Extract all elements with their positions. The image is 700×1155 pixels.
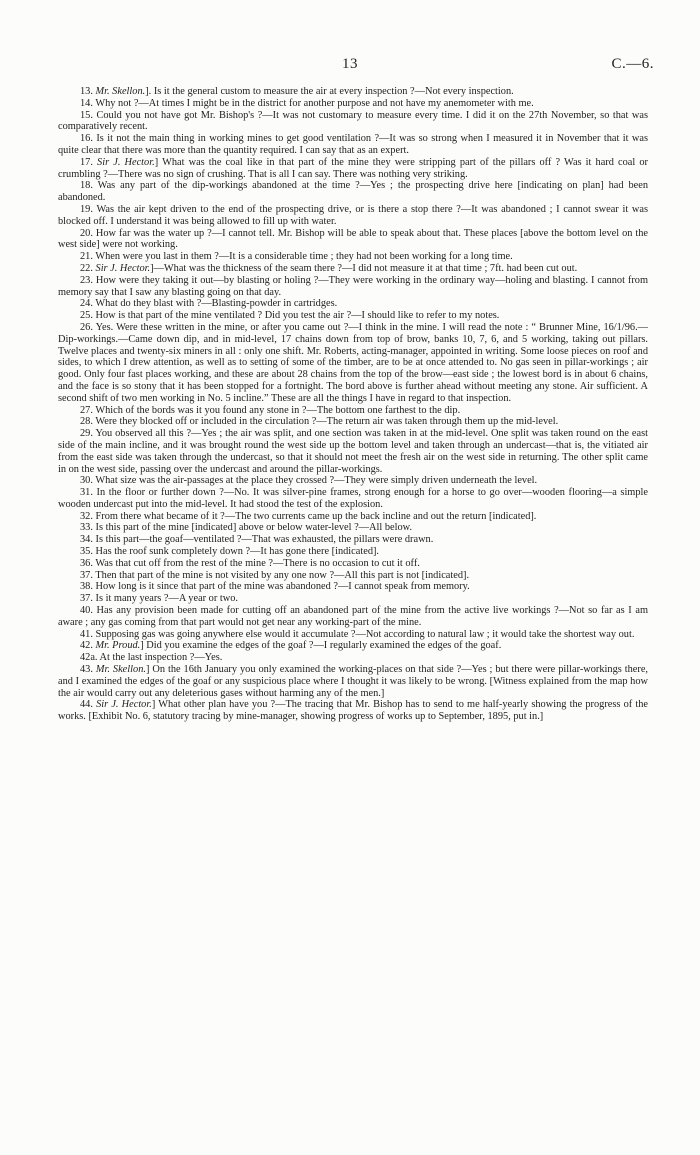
testimony-paragraph: 33. Is this part of the mine [indicated] above or below water-level ?—All below. <box>80 522 413 534</box>
page-number: 13 <box>342 56 358 72</box>
testimony-paragraph: 13. Mr. Skellon.]. Is it the general custom to measure the air at every inspection ?—Not every inspection. <box>80 86 514 97</box>
testimony-paragraph: 36. Was that cut off from the rest of the mine ?—There is no occasion to cut it off. <box>80 557 420 569</box>
testimony-paragraph: 41. Supposing gas was going anywhere else would it accumulate ?—Not according to natural law ; it would take the shortest way out. <box>80 628 635 640</box>
testimony-paragraph: 42. Mr. Proud.] Did you examine the edges of the goaf ?—I regularly examined the edges of the goaf. <box>80 640 502 652</box>
testimony-paragraph: 14. Why not ?—At times I might be in the district for another purpose and not have my anemometer with me. <box>80 97 534 109</box>
testimony-paragraph: 15. Could you not have got Mr. Bishop's ?—It was not customary to measure every time. I did it on the 27th November, so that was comparatively recent. <box>58 109 648 133</box>
testimony-paragraph: 28. Were they blocked off or included in the circulation ?—The return air was taken through them up the mid-level. <box>80 416 559 428</box>
testimony-paragraph: 25. How is that part of the mine ventilated ? Did you test the air ?—I should like to refer to my notes. <box>80 310 500 322</box>
testimony-paragraph: 31. In the floor or further down ?—No. It was silver-pine frames, strong enough for a horse to go over—wooden flooring—a simple wooden undercast put into the mid-level. It had stood the test of the explosion. <box>58 487 648 510</box>
testimony-paragraph: 37. Then that part of the mine is not visited by any one now ?—All this part is not [indicated]. <box>80 569 470 581</box>
testimony-paragraph: 23. How were they taking it out—by blasting or holing ?—They were working in the ordinary way—holing and blasting. I cannot from memory say that I saw any blasting going on that day. <box>58 274 648 298</box>
testimony-paragraph: 40. Has any provision been made for cutting off an abandoned part of the mine from the active live workings ?—Not so far as I am aware ; any gas coming from that part would not get near any working-part of the mine. <box>58 605 648 628</box>
testimony-paragraph: 37. Is it many years ?—A year or two. <box>80 593 238 605</box>
testimony-paragraph: 35. Has the roof sunk completely down ?—It has gone there [indicated]. <box>80 546 380 558</box>
testimony-body <box>58 86 648 723</box>
testimony-paragraph: 38. How long is it since that part of the mine was abandoned ?—I cannot speak from memory. <box>80 581 470 593</box>
testimony-paragraph: 21. When were you last in them ?—It is a considerable time ; they had not been working for a long time. <box>80 251 513 263</box>
testimony-paragraph: 22. Sir J. Hector.]—What was the thickness of the seam there ?—I did not measure it at that time ; 7ft. had been cut out. <box>80 262 578 274</box>
testimony-paragraph: 29. You observed all this ?—Yes ; the air was split, and one section was taken in at the mid-level. One split was taken round on the east side of the main incline, and it was brought round the west side up the bottom level and taken through an undercast—that is, the vitiated air from the east side was taken through the undercast, so that it should not meet the fresh air on the west side in returning. The other split came in on the west side, passing over the undercast and around the pillar-workings. <box>58 428 648 475</box>
testimony-paragraph: 42a. At the last inspection ?—Yes. <box>80 652 223 664</box>
testimony-paragraph: 27. Which of the bords was it you found any stone in ?—The bottom one farthest to the dip. <box>80 404 461 416</box>
testimony-paragraph: 43. Mr. Skellon.] On the 16th January you only examined the working-places on that side ?—Yes ; but there were pillar-workings there, and I examined the edges of the goaf or any suspicious place where I thought it was likely to be wrong. [Witness explained from the map how the air would carry out any deleterious gases without harming any of the men.] <box>58 664 648 699</box>
testimony-paragraph: 16. Is it not the main thing in working mines to get good ventilation ?—It was so strong when I measured it in November that it was quite clear that there was more than the quantity required. I can say that as an expert. <box>58 133 648 156</box>
testimony-paragraph: 18. Was any part of the dip-workings abandoned at the time ?—Yes ; the prospecting drive here [indicating on plan] had been abandoned. <box>58 180 648 204</box>
paper-identifier: C.—6. <box>611 56 654 72</box>
testimony-paragraph: 32. From there what became of it ?—The two currents came up the back incline and out the return [indicated]. <box>80 510 537 522</box>
testimony-paragraph: 19. Was the air kept driven to the end of the prospecting drive, or is there a stop there ?—It was abandoned ; I cannot swear it was blocked off. I understand it was being allowed to fill up with water. <box>58 203 648 227</box>
testimony-paragraph: 44. Sir J. Hector.] What other plan have you ?—The tracing that Mr. Bishop has to send to me half-yearly showing the progress of the works. [Exhibit No. 6, statutory tracing by mine-manager, showing progress of works up to September, 1895, put in.] <box>58 699 648 723</box>
testimony-paragraph: 30. What size was the air-passages at the place they crossed ?—They were simply driven underneath the level. <box>80 475 538 487</box>
testimony-paragraph: 34. Is this part—the goaf—ventilated ?—That was exhausted, the pillars were drawn. <box>80 534 434 546</box>
testimony-paragraph: 17. Sir J. Hector.] What was the coal like in that part of the mine they were stripping part of the pillars off ? Was it hard coal or crumbling ?—There was no sign of crushing. That is all I can say. There was nothing very striking. <box>58 156 648 180</box>
testimony-paragraph: 20. How far was the water up ?—I cannot tell. Mr. Bishop will be able to speak about that. These places [above the bottom level on the west side] were not working. <box>58 227 648 251</box>
testimony-paragraph: 24. What do they blast with ?—Blasting-powder in cartridges. <box>80 298 338 310</box>
testimony-paragraph: 26. Yes. Were these written in the mine, or after you came out ?—I think in the mine. I will read the note : “ Brunner Mine, 16/1/96.—Dip-workings.—Came down dip, and in mid-level, 17 chains down from top of brow, banks 10, 7, 6, and 5 working, taking out pillars. Twelve places and twenty-six miners in all : only one shift. Mr. Roberts, acting-manager, appointed in writing. Some loose pieces on roof and sides, to which I drew attention, as well as to setting of some of the timber, are to be at once attended to. No gas seen in pillar-workings ; air good. Only four fast places working, and these are about 28 chains from the top of the brow—east side ; the lowest bord is in about 6 chains, and the face is so stony that it has been stopped for a fortnight. The bord above is further ahead without meeting any stone. Air sufficient. A second shift of two men working in No. 5 incline.” These are all the things I have in regard to that inspection. <box>58 321 648 404</box>
